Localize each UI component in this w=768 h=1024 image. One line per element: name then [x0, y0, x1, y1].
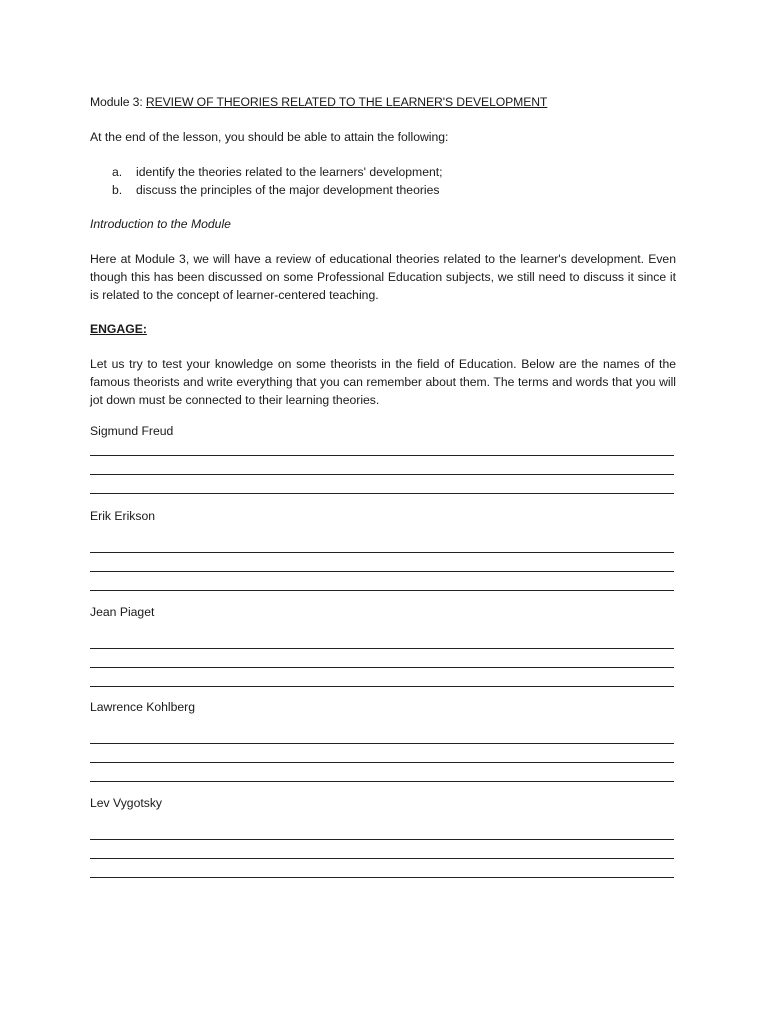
theorist-name: Lawrence Kohlberg [90, 700, 196, 714]
answer-line[interactable] [90, 781, 674, 782]
answer-line[interactable] [90, 493, 674, 494]
answer-line[interactable] [90, 762, 674, 763]
theorist-name: Erik Erikson [90, 509, 156, 523]
theorist-section-kohlberg [90, 698, 674, 716]
introduction-paragraph: Here at Module 3, we will have a review of educational theories related to the learner's development. Even though this has been discussed on some Professional Education subjects, we still need to discuss it since it is related to the concept of learner-centered teaching. [90, 252, 676, 302]
list-item-letter: b. [112, 183, 123, 197]
answer-line[interactable] [90, 877, 674, 878]
engage-paragraph: Let us try to test your knowledge on some theorists in the field of Education. Below are the names of the famous theorists and write everything that you can remember about them. The terms and words that you will jot down must be connected to their learning theories. [90, 357, 676, 407]
theorist-section-piaget [90, 603, 674, 621]
theorist-section-freud [90, 422, 674, 440]
answer-line[interactable] [90, 552, 674, 553]
answer-line[interactable] [90, 590, 674, 591]
objective-list [112, 163, 443, 199]
answer-line[interactable] [90, 667, 674, 668]
theorist-name: Sigmund Freud [90, 424, 174, 438]
theorist-name: Lev Vygotsky [90, 796, 163, 810]
answer-line[interactable] [90, 571, 674, 572]
list-item [112, 163, 443, 181]
module-label: Module 3: [90, 95, 146, 109]
list-item-letter: a. [112, 165, 123, 179]
engage-heading: ENGAGE: [90, 322, 147, 336]
theorist-section-erikson [90, 507, 674, 525]
list-item [112, 181, 443, 199]
answer-line[interactable] [90, 648, 674, 649]
answer-line[interactable] [90, 686, 674, 687]
answer-line[interactable] [90, 474, 674, 475]
answer-line[interactable] [90, 743, 674, 744]
introduction-heading: Introduction to the Module [90, 217, 231, 231]
theorist-name: Jean Piaget [90, 605, 155, 619]
module-title [90, 93, 547, 111]
list-item-text: discuss the principles of the major development theories [136, 183, 440, 197]
answer-line[interactable] [90, 839, 674, 840]
list-item-text: identify the theories related to the learners' development; [136, 165, 443, 179]
answer-line[interactable] [90, 858, 674, 859]
theorist-section-vygotsky [90, 794, 674, 812]
answer-line[interactable] [90, 455, 674, 456]
module-heading: REVIEW OF THEORIES RELATED TO THE LEARNER'S DEVELOPMENT [145, 95, 548, 109]
objectives-intro: At the end of the lesson, you should be able to attain the following: [90, 130, 449, 144]
